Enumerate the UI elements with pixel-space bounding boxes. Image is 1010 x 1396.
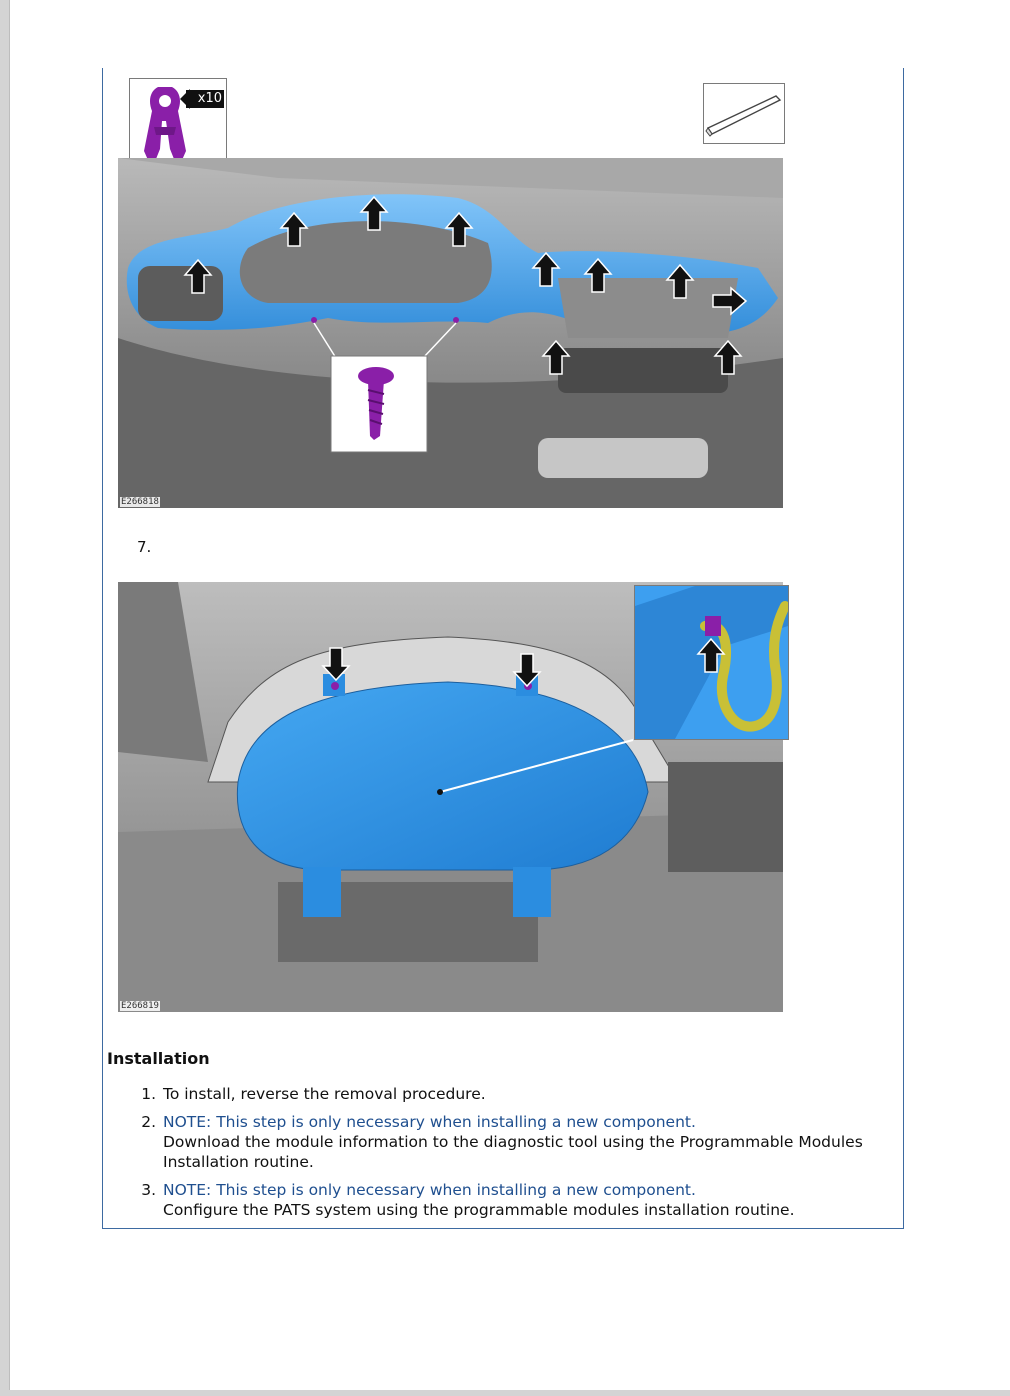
figure-id-label: E266818 xyxy=(121,497,159,507)
step-text: To install, reverse the removal procedure. xyxy=(163,1085,486,1103)
fastener-count-badge: x10 xyxy=(186,90,224,108)
figure-id-label: E266819 xyxy=(121,1001,159,1011)
instrument-panel-illustration xyxy=(118,158,783,508)
step-number: 7. xyxy=(137,538,152,556)
trim-tool-inset xyxy=(703,83,785,144)
list-item xyxy=(161,1084,921,1104)
dashboard-trim-panel-diagram xyxy=(118,158,783,508)
connector-inset xyxy=(634,585,789,740)
step-note: 3. NOTE: This step is only necessary when installing a new component. xyxy=(163,1181,696,1199)
arrow-left-icon xyxy=(180,89,200,109)
list-item xyxy=(161,1112,921,1172)
electrical-connector-icon xyxy=(635,586,788,739)
list-item xyxy=(161,1180,921,1220)
section-title: Installation xyxy=(107,1049,210,1068)
step-text: Configure the PATS system using the programmable modules installation routine. xyxy=(163,1201,795,1219)
step-text: Download the module information to the diagnostic tool using the Programmable Modules Installation routine. xyxy=(163,1133,863,1171)
step-note: 2. NOTE: This step is only necessary when installing a new component. xyxy=(163,1113,696,1131)
installation-steps xyxy=(132,1084,921,1228)
trim-tool-icon xyxy=(704,84,784,143)
